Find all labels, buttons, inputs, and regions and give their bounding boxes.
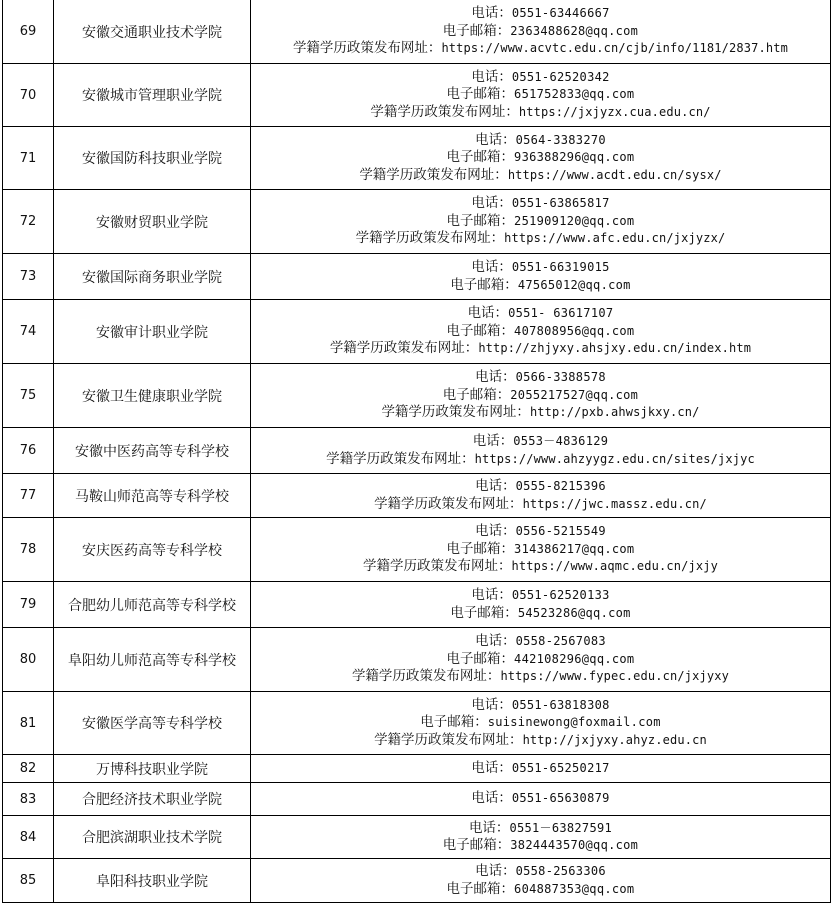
phone-line xyxy=(251,760,830,778)
email-value: 407808956@qq.com xyxy=(514,323,635,338)
phone-label: 电话： xyxy=(467,305,509,322)
policy-url-line xyxy=(251,167,830,185)
table-row xyxy=(3,0,831,64)
contact-info xyxy=(251,0,831,64)
college-name: 合肥滨湖职业技术学院 xyxy=(54,816,251,859)
policy-url-line xyxy=(251,451,830,469)
email-value: 47565012@qq.com xyxy=(517,277,631,292)
college-name: 安徽城市管理职业学院 xyxy=(54,64,251,127)
phone-label: 电话： xyxy=(471,259,512,275)
phone-line xyxy=(251,259,830,277)
email-label: 电子邮箱： xyxy=(446,540,515,557)
row-number: 85 xyxy=(3,859,54,903)
email-line xyxy=(251,213,830,231)
row-number: 69 xyxy=(3,0,54,64)
email-line xyxy=(251,387,830,405)
policy-url: https://www.aqmc.edu.cn/jxjy xyxy=(511,559,718,574)
policy-url-line xyxy=(251,668,830,686)
college-name: 阜阳科技职业学院 xyxy=(54,859,251,903)
contact-info xyxy=(251,190,831,254)
phone-value: 0551-62520342 xyxy=(511,69,610,84)
policy-url: https://jwc.massz.edu.cn/ xyxy=(522,496,707,511)
row-number: 81 xyxy=(3,692,54,755)
table-row xyxy=(3,428,831,474)
phone-value: 0551-65250217 xyxy=(511,760,610,775)
policy-url-line xyxy=(251,732,830,750)
phone-line xyxy=(251,863,830,881)
contact-info xyxy=(251,582,831,628)
policy-url-line xyxy=(251,340,830,358)
email-value: 604887353@qq.com xyxy=(514,881,635,896)
phone-label: 电话： xyxy=(471,195,512,212)
college-name: 合肥幼儿师范高等专科学校 xyxy=(54,582,251,628)
college-name: 安庆医药高等专科学校 xyxy=(54,518,251,582)
phone-line xyxy=(251,433,830,451)
phone-line xyxy=(251,820,830,838)
email-value: 936388296@qq.com xyxy=(514,150,635,165)
contact-info xyxy=(251,254,831,300)
college-name: 阜阳幼儿师范高等专科学校 xyxy=(54,628,251,692)
phone-label: 电话： xyxy=(475,478,516,494)
policy-url-label: 学籍学历政策发布网址： xyxy=(292,40,442,57)
college-name: 安徽国际商务职业学院 xyxy=(54,254,251,300)
phone-line xyxy=(251,69,830,87)
table-row xyxy=(3,755,831,783)
phone-line xyxy=(251,132,830,150)
row-number: 82 xyxy=(3,755,54,783)
college-name: 安徽审计职业学院 xyxy=(54,300,251,364)
policy-url-line xyxy=(251,404,830,422)
policy-url: http://jxjyxy.ahyz.edu.cn xyxy=(522,732,707,747)
row-number: 71 xyxy=(3,127,54,190)
row-number: 77 xyxy=(3,474,54,518)
email-label: 电子邮箱： xyxy=(446,880,515,897)
row-number: 75 xyxy=(3,364,54,428)
policy-url: https://www.acdt.edu.cn/sysx/ xyxy=(507,167,722,182)
row-number: 72 xyxy=(3,190,54,254)
table-row xyxy=(3,582,831,628)
email-value: 3824443570@qq.com xyxy=(510,838,639,852)
phone-line xyxy=(251,305,830,323)
email-label: 电子邮箱： xyxy=(450,276,518,293)
table-row xyxy=(3,816,831,859)
email-value: 251909120@qq.com xyxy=(514,213,635,228)
email-line xyxy=(251,277,830,295)
phone-label: 电话： xyxy=(475,863,516,879)
email-value: 314386217@qq.com xyxy=(514,541,635,556)
email-value: 2363488628@qq.com xyxy=(510,23,639,38)
college-name: 安徽国防科技职业学院 xyxy=(54,127,251,190)
policy-url: http://zhjyxy.ahsjxy.edu.cn/index.htm xyxy=(478,341,752,356)
row-number: 80 xyxy=(3,628,54,692)
email-value: 2055217527@qq.com xyxy=(510,387,639,402)
phone-value: 0553－4836129 xyxy=(513,434,609,448)
contact-info xyxy=(251,64,831,127)
phone-value: 0564-3383270 xyxy=(515,132,606,147)
contact-info xyxy=(251,127,831,190)
row-number: 76 xyxy=(3,428,54,474)
contact-info xyxy=(251,628,831,692)
contact-info xyxy=(251,428,831,474)
table-row xyxy=(3,190,831,254)
phone-line xyxy=(251,587,830,605)
policy-url-line xyxy=(251,104,830,122)
row-number: 70 xyxy=(3,64,54,127)
table-row xyxy=(3,474,831,518)
phone-value: 0551-65630879 xyxy=(511,791,610,806)
row-number: 83 xyxy=(3,783,54,816)
phone-value: 0551-63446667 xyxy=(511,6,610,21)
table-row xyxy=(3,300,831,364)
phone-label: 电话： xyxy=(471,5,512,22)
email-value: suisinewong@foxmail.com xyxy=(487,715,661,730)
phone-line xyxy=(251,697,830,715)
phone-value: 0551－63827591 xyxy=(509,820,613,835)
policy-url-line xyxy=(251,558,830,576)
email-line xyxy=(251,541,830,559)
policy-url-label: 学籍学历政策发布网址： xyxy=(381,404,530,421)
email-label: 电子邮箱： xyxy=(446,212,515,229)
phone-line xyxy=(251,478,830,496)
college-name: 安徽卫生健康职业学院 xyxy=(54,364,251,428)
policy-url-label: 学籍学历政策发布网址： xyxy=(355,230,505,247)
policy-url-label: 学籍学历政策发布网址： xyxy=(329,340,479,357)
email-line xyxy=(251,651,830,669)
email-line xyxy=(251,605,830,623)
email-label: 电子邮箱： xyxy=(446,149,515,166)
contact-info xyxy=(251,692,831,755)
contact-info xyxy=(251,518,831,582)
phone-line xyxy=(251,5,830,23)
row-number: 79 xyxy=(3,582,54,628)
policy-url: https://www.fypec.edu.cn/jxjyxy xyxy=(500,669,730,684)
contact-info xyxy=(251,816,831,859)
phone-value: 0551-63865817 xyxy=(511,196,610,211)
phone-label: 电话： xyxy=(475,633,516,650)
college-name: 万博科技职业学院 xyxy=(54,755,251,783)
table-row xyxy=(3,364,831,428)
phone-value: 0558-2563306 xyxy=(515,864,606,878)
table-row xyxy=(3,692,831,755)
email-label: 电子邮箱： xyxy=(442,22,511,39)
phone-line xyxy=(251,633,830,651)
college-name: 合肥经济技术职业学院 xyxy=(54,783,251,816)
table-row xyxy=(3,518,831,582)
college-name: 安徽医学高等专科学校 xyxy=(54,692,251,755)
policy-url-label: 学籍学历政策发布网址： xyxy=(326,450,475,467)
college-name: 马鞍山师范高等专科学校 xyxy=(54,474,251,518)
phone-value: 0556-5215549 xyxy=(515,524,606,539)
phone-label: 电话： xyxy=(471,587,512,603)
row-number: 73 xyxy=(3,254,54,300)
table-row xyxy=(3,64,831,127)
table-row xyxy=(3,628,831,692)
phone-line xyxy=(251,369,830,387)
policy-url-label: 学籍学历政策发布网址： xyxy=(351,668,501,685)
email-line xyxy=(251,881,830,899)
email-line xyxy=(251,323,830,341)
phone-label: 电话： xyxy=(475,369,516,386)
policy-url: https://www.afc.edu.cn/jxjyzx/ xyxy=(504,231,726,246)
phone-label: 电话： xyxy=(471,790,512,807)
email-label: 电子邮箱： xyxy=(446,650,515,667)
college-name: 安徽中医药高等专科学校 xyxy=(54,428,251,474)
email-line xyxy=(251,149,830,167)
phone-label: 电话： xyxy=(468,819,510,836)
phone-value: 0551- 63617107 xyxy=(508,306,614,321)
row-number: 74 xyxy=(3,300,54,364)
contact-info xyxy=(251,755,831,783)
row-number: 84 xyxy=(3,816,54,859)
policy-url-label: 学籍学历政策发布网址： xyxy=(374,731,523,748)
email-line xyxy=(251,714,830,732)
email-line xyxy=(251,23,830,41)
policy-url: https://www.acvtc.edu.cn/cjb/info/1181/2837.htm xyxy=(441,41,789,56)
contact-info xyxy=(251,474,831,518)
college-contact-table xyxy=(2,0,831,903)
college-name: 安徽交通职业技术学院 xyxy=(54,0,251,64)
email-label: 电子邮箱： xyxy=(450,604,518,621)
policy-url-label: 学籍学历政策发布网址： xyxy=(374,495,523,512)
policy-url-label: 学籍学历政策发布网址： xyxy=(359,166,508,183)
email-value: 651752833@qq.com xyxy=(514,87,635,102)
table-row xyxy=(3,254,831,300)
table-row xyxy=(3,859,831,903)
policy-url-line xyxy=(251,496,830,514)
email-line xyxy=(251,86,830,104)
email-label: 电子邮箱： xyxy=(446,86,515,103)
email-label: 电子邮箱： xyxy=(420,714,488,731)
phone-label: 电话： xyxy=(471,759,512,776)
email-value: 442108296@qq.com xyxy=(514,651,635,666)
email-label: 电子邮箱： xyxy=(442,386,511,403)
contact-info xyxy=(251,364,831,428)
phone-line xyxy=(251,790,830,808)
email-label: 电子邮箱： xyxy=(446,322,515,339)
phone-value: 0555-8215396 xyxy=(515,479,606,493)
table-row xyxy=(3,127,831,190)
email-line xyxy=(251,837,830,855)
phone-value: 0566-3388578 xyxy=(515,370,606,385)
contact-info xyxy=(251,300,831,364)
policy-url-label: 学籍学历政策发布网址： xyxy=(363,558,512,575)
contact-info xyxy=(251,859,831,903)
policy-url: http://pxb.ahwsjkxy.cn/ xyxy=(529,405,700,420)
policy-url-label: 学籍学历政策发布网址： xyxy=(370,103,519,120)
contact-info xyxy=(251,783,831,816)
college-name: 安徽财贸职业学院 xyxy=(54,190,251,254)
phone-line xyxy=(251,523,830,541)
email-value: 54523286@qq.com xyxy=(517,605,631,620)
phone-value: 0551-63818308 xyxy=(511,697,610,712)
policy-url-line xyxy=(251,230,830,248)
phone-value: 0558-2567083 xyxy=(515,634,606,649)
policy-url: https://jxjyzx.cua.edu.cn/ xyxy=(518,104,711,119)
phone-label: 电话： xyxy=(471,696,512,713)
policy-url: https://www.ahzyygz.edu.cn/sites/jxjyc xyxy=(474,451,755,466)
email-label: 电子邮箱： xyxy=(442,837,511,853)
row-number: 78 xyxy=(3,518,54,582)
phone-line xyxy=(251,195,830,213)
table-row xyxy=(3,783,831,816)
policy-url-line xyxy=(251,40,830,58)
phone-label: 电话： xyxy=(475,131,516,148)
phone-label: 电话： xyxy=(471,68,512,85)
phone-value: 0551-66319015 xyxy=(511,260,610,274)
phone-label: 电话： xyxy=(472,433,514,449)
phone-label: 电话： xyxy=(475,523,516,540)
table-body xyxy=(3,0,831,903)
phone-value: 0551-62520133 xyxy=(511,588,610,602)
